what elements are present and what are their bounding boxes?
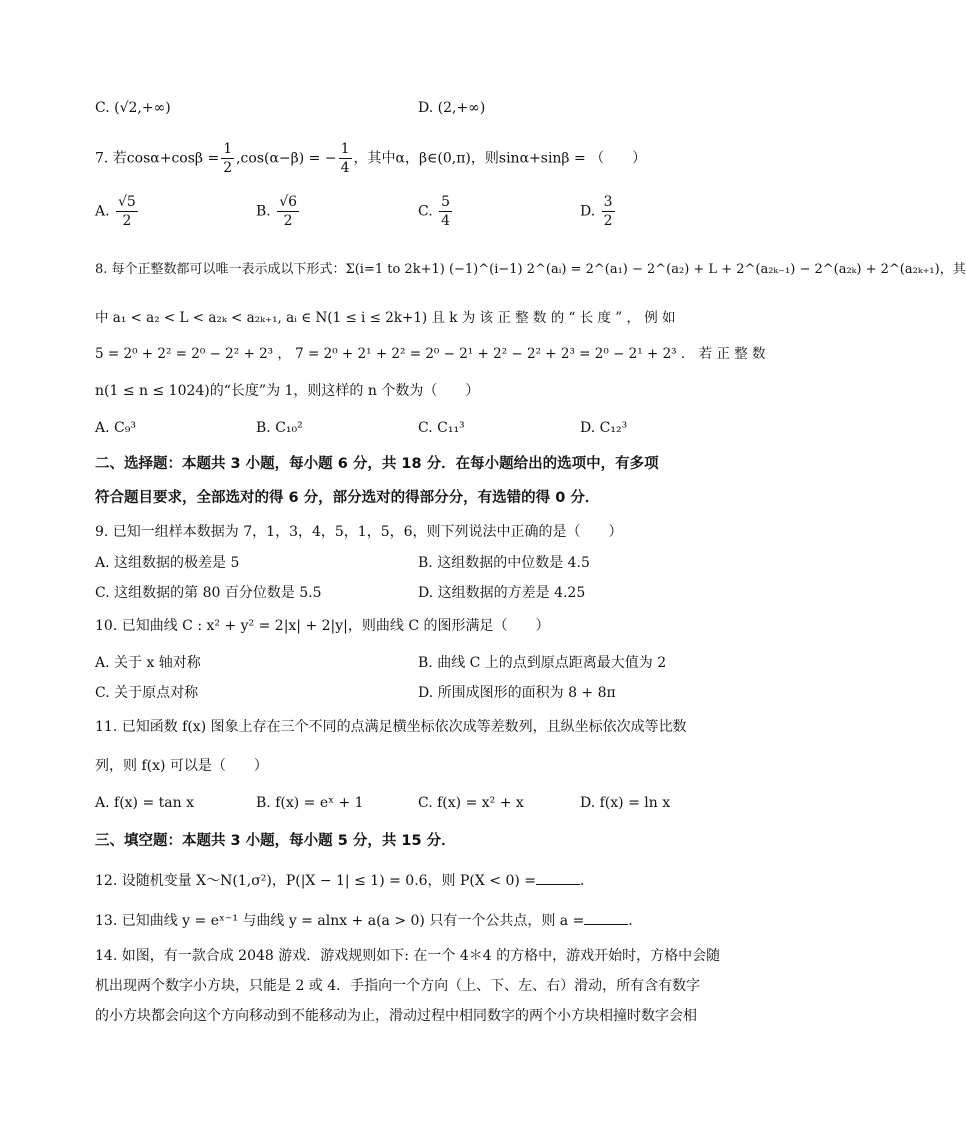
q12-stem bbox=[95, 870, 704, 891]
q6-option-c: C. (√2,+∞) bbox=[95, 100, 171, 116]
q8-option-a: A. C₉³ bbox=[95, 420, 136, 436]
section-2-heading-line-1: 二、选择题：本题共 3 小题，每小题 6 分，共 18 分．在每小题给出的选项中，有多项 bbox=[95, 456, 659, 472]
section-3-heading: 三、填空题：本题共 3 小题，每小题 5 分，共 15 分． bbox=[95, 833, 456, 849]
q7-stem bbox=[95, 140, 705, 177]
q7-option-a bbox=[95, 193, 140, 230]
q12-end-punct: ． bbox=[580, 873, 595, 889]
q7-fraction-2 bbox=[339, 140, 352, 177]
section-2-heading-line-2: 符合题目要求，全部选对的得 6 分，部分选对的得部分分，有选错的得 0 分． bbox=[95, 490, 600, 506]
q7-option-a-den: 2 bbox=[122, 213, 132, 229]
q9-stem: 9. 已知一组样本数据为 7，1，3，4，5，1，5，6，则下列说法中正确的是（ ） bbox=[95, 524, 623, 540]
q7-option-d-label: D. bbox=[580, 203, 596, 220]
q6-option-d: D. (2,+∞) bbox=[418, 100, 486, 116]
q11-line-2: 列，则 f(x) 可以是（ ） bbox=[95, 758, 268, 774]
q7-option-c-num: 5 bbox=[441, 194, 451, 210]
q11-option-d: D. f(x) = ln x bbox=[580, 795, 671, 811]
q14-line-2: 机出现两个数字小方块，只能是 2 或 4．手指向一个方向（上、下、左、右）滑动，所有含有数字 bbox=[95, 978, 701, 994]
q11-option-a: A. f(x) = tan x bbox=[95, 795, 194, 811]
q7-option-d bbox=[580, 193, 617, 230]
q10-option-c: C. 关于原点对称 bbox=[95, 685, 199, 701]
q7-fraction-2-den: 4 bbox=[340, 160, 350, 176]
q14-line-1: 14. 如图，有一款合成 2048 游戏．游戏规则如下: 在一个 4＊4 的方格中，游戏开始时，方格中会随 bbox=[95, 948, 721, 964]
q7-option-b bbox=[256, 193, 301, 230]
q8-line-3: 5 = 2⁰ + 2² = 2⁰ − 2² + 2³ ， 7 = 2⁰ + 2¹ + 2² = 2⁰ − 2¹ + 2² − 2² + 2³ = 2⁰ − 2¹ + 2³ ． 若 正 整 数 bbox=[95, 346, 766, 362]
q7-fraction-1 bbox=[221, 140, 234, 177]
q9-option-b: B. 这组数据的中位数是 4.5 bbox=[418, 555, 590, 571]
q13-stem bbox=[95, 910, 704, 931]
q7-option-c-den: 4 bbox=[441, 213, 451, 229]
q7-option-b-num: √6 bbox=[279, 194, 298, 210]
q10-option-a: A. 关于 x 轴对称 bbox=[95, 655, 201, 671]
q7-option-c bbox=[418, 193, 454, 230]
q7-option-a-label: A. bbox=[95, 203, 110, 220]
q7-option-d-num: 3 bbox=[603, 194, 613, 210]
q7-option-a-num: √5 bbox=[118, 194, 136, 210]
q7-fraction-1-den: 2 bbox=[223, 160, 233, 176]
q7-option-b-den: 2 bbox=[283, 213, 293, 229]
q10-stem: 10. 已知曲线 C : x² + y² = 2|x| + 2|y|，则曲线 C 的图形满足（ ） bbox=[95, 618, 550, 634]
q10-option-b: B. 曲线 C 上的点到原点距离最大值为 2 bbox=[418, 655, 667, 671]
q7-stem-part2: ,cos(α−β) = − bbox=[236, 150, 337, 167]
q8-line-2: 中 a₁ < a₂ < L < a₂ₖ < a₂ₖ₊₁, aᵢ ∈ N(1 ≤ i ≤ 2k+1) 且 k 为 该 正 整 数 的 “ 长 度 ” ， 例 如 bbox=[95, 310, 676, 326]
q8-option-c: C. C₁₁³ bbox=[418, 420, 465, 436]
q10-option-d: D. 所围成图形的面积为 8 + 8π bbox=[418, 685, 616, 701]
q14-line-3: 的小方块都会向这个方向移动到不能移动为止，滑动过程中相同数字的两个小方块相撞时数字会相 bbox=[95, 1008, 697, 1024]
q13-end-punct: ． bbox=[628, 913, 643, 929]
q12-text: 12. 设随机变量 X～N(1,σ²)，P(|X − 1| ≤ 1) = 0.6，则 P(X < 0) = bbox=[95, 873, 537, 889]
q7-stem-part1: 7. 若cosα+cosβ = bbox=[95, 150, 220, 167]
q11-option-c: C. f(x) = x² + x bbox=[418, 795, 524, 811]
q11-line-1: 11. 已知函数 f(x) 图象上存在三个不同的点满足横坐标依次成等差数列，且纵坐标依次成等比数 bbox=[95, 719, 687, 735]
q7-stem-part3: ，其中α，β∈(0,π)，则sinα+sinβ = （ ） bbox=[353, 150, 647, 167]
q13-text: 13. 已知曲线 y = eˣ⁻¹ 与曲线 y = alnx + a(a > 0) 只有一个公共点，则 a = bbox=[95, 913, 585, 929]
q8-option-b: B. C₁₀² bbox=[256, 420, 303, 436]
q12-answer-blank[interactable] bbox=[536, 870, 580, 885]
q8-line-1: 8. 每个正整数都可以唯一表示成以下形式：Σ(i=1 to 2k+1) (−1)^(i−1) 2^(aᵢ) = 2^(a₁) − 2^(a₂) + L + 2^(a₂ₖ₋₁) − 2^(a₂ₖ) + 2^(a₂ₖ₊₁)，其 bbox=[95, 262, 966, 277]
q9-option-a: A. 这组数据的极差是 5 bbox=[95, 555, 240, 571]
q7-option-b-label: B. bbox=[256, 203, 271, 220]
q7-option-d-den: 2 bbox=[603, 213, 613, 229]
q13-answer-blank[interactable] bbox=[584, 910, 628, 925]
q7-option-c-label: C. bbox=[418, 203, 433, 220]
q9-option-d: D. 这组数据的方差是 4.25 bbox=[418, 585, 586, 601]
q7-fraction-1-num: 1 bbox=[223, 141, 233, 157]
q9-option-c: C. 这组数据的第 80 百分位数是 5.5 bbox=[95, 585, 322, 601]
q8-option-d: D. C₁₂³ bbox=[580, 420, 628, 436]
q11-option-b: B. f(x) = eˣ + 1 bbox=[256, 795, 364, 811]
q8-line-4: n(1 ≤ n ≤ 1024)的“长度”为 1，则这样的 n 个数为（ ） bbox=[95, 383, 480, 399]
q7-fraction-2-num: 1 bbox=[340, 141, 350, 157]
